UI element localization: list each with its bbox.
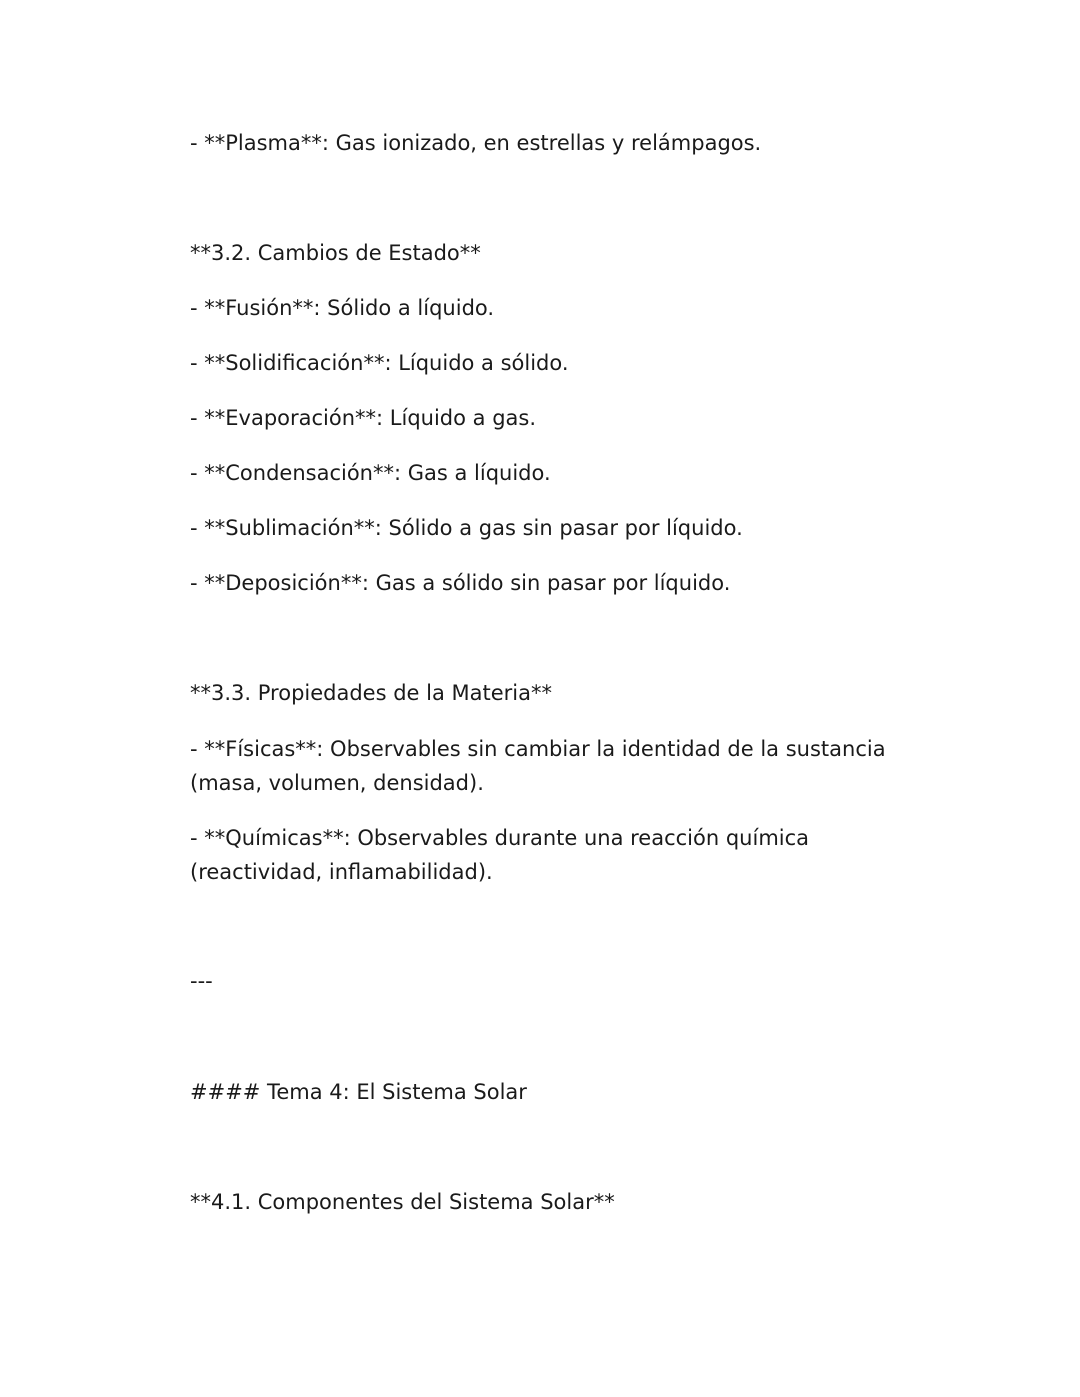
list-item-sublimacion: - **Sublimación**: Sólido a gas sin pasar por líquido. bbox=[190, 516, 743, 540]
list-item-evaporacion: - **Evaporación**: Líquido a gas. bbox=[190, 406, 537, 430]
list-item-deposicion: - **Deposición**: Gas a sólido sin pasar por líquido. bbox=[190, 571, 731, 595]
plasma-item: - **Plasma**: Gas ionizado, en estrellas y relámpagos. bbox=[190, 131, 762, 155]
list-item-condensacion: - **Condensación**: Gas a líquido. bbox=[190, 461, 551, 485]
list-item-fusion: - **Fusión**: Sólido a líquido. bbox=[190, 296, 495, 320]
list-item-quimicas: - **Químicas**: Observables durante una reacción química (reactividad, inflamabilidad). bbox=[190, 826, 810, 884]
section-3-2-heading: **3.2. Cambios de Estado** bbox=[190, 241, 481, 265]
section-3-3-heading: **3.3. Propiedades de la Materia** bbox=[190, 681, 552, 705]
separator: --- bbox=[190, 969, 213, 993]
section-4-1-heading: **4.1. Componentes del Sistema Solar** bbox=[190, 1190, 615, 1214]
list-item-fisicas: - **Físicas**: Observables sin cambiar la identidad de la sustancia (masa, volumen, densidad). bbox=[190, 737, 886, 795]
topic-heading: #### Tema 4: El Sistema Solar bbox=[190, 1080, 527, 1104]
list-item-solidificacion: - **Solidificación**: Líquido a sólido. bbox=[190, 351, 569, 375]
